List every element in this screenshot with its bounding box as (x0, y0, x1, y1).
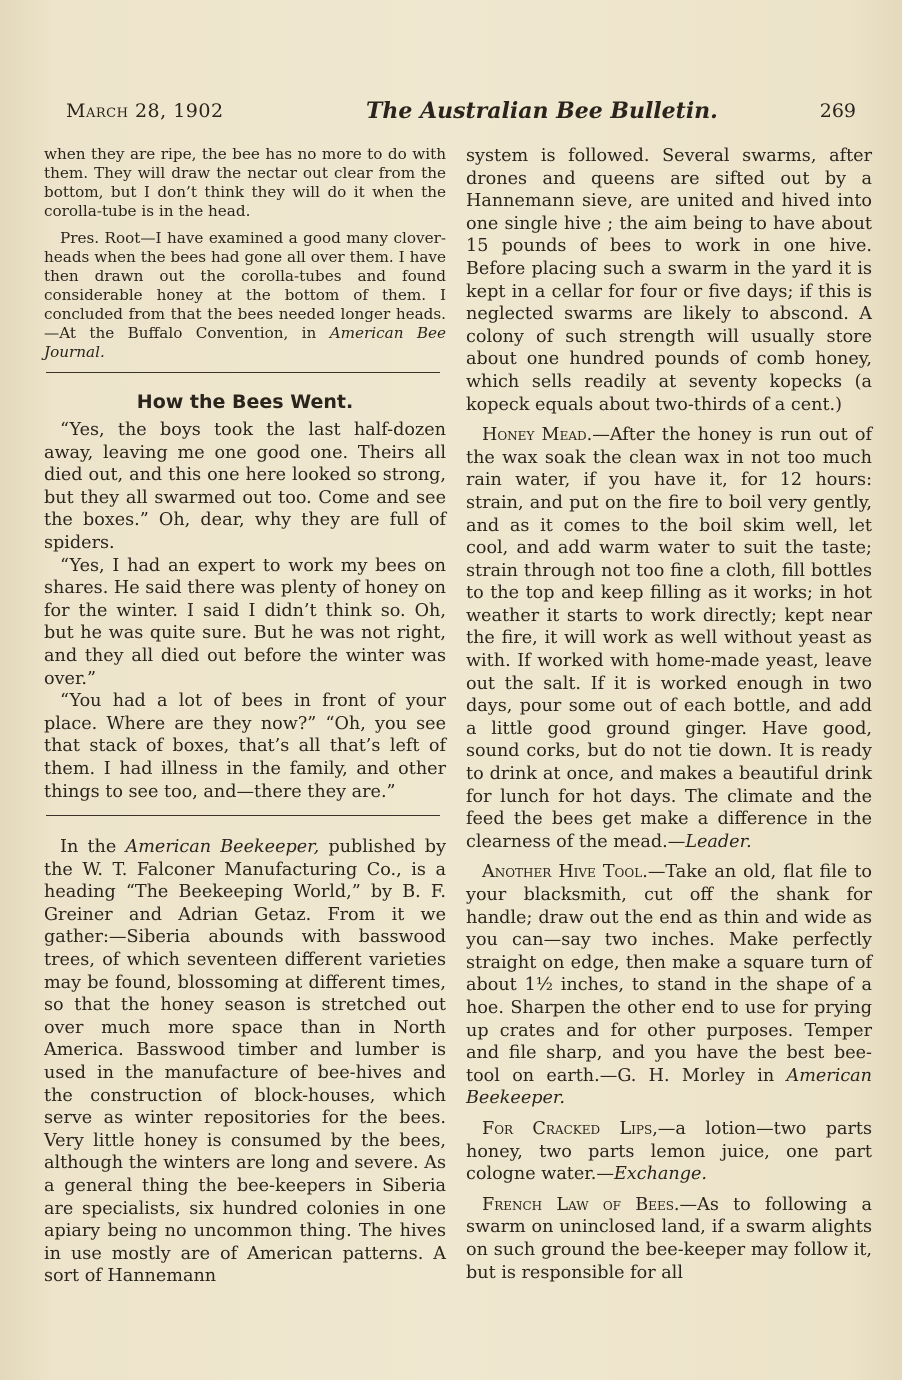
convention-excerpt (44, 145, 446, 362)
paragraph: In the American Beekeeper, published by the W. T. Falconer Manufacturing Co., is a heading “The Beekeeping World,” by B. F. Greiner and Adrian Getaz. From it we gather:—Siberia abounds with basswood trees, of which seventeen different varieties may be found, blossoming at different times, so that the honey season is stretched out over much more space than in North America. Basswood timber and lumber is used in the manufacture of bee-hives and the construction of block-houses, which serve as winter repositories for the bees. Very little honey is consumed by the bees, although the winters are long and severe. As a general thing the bee-keepers in Siberia are specialists, six hundred colonies in one apiary being no uncommon thing. The hives in use mostly are of American patterns. A sort of Hannemann (44, 837, 447, 1287)
source-citation: American Beekeeper. (466, 1065, 872, 1109)
section-lead: French Law of Bees. (482, 1194, 680, 1215)
right-body (466, 145, 872, 1284)
section-lead: Honey Mead. (482, 425, 593, 446)
paragraph: when they are ripe, the bee has no more to do with them. They will draw the nectar out clear from the bottom, but I don’t think they will do it when the corolla-tube is in the head. (44, 145, 446, 220)
paragraph: “You had a lot of bees in front of your place. Where are they now?” “Oh, you see that stack of boxes, that’s all that’s left of them. I had illness in the family, and other things to see too, and—there they are.” (44, 691, 446, 802)
paragraph-french-law: French Law of Bees.—As to following a swarm on uninclosed land, if a swarm alights on such ground the bee-keeper may follow it, but is responsible for all (466, 1194, 872, 1283)
issue-date: March 28, 1902 (66, 100, 224, 122)
left-column (44, 145, 446, 1288)
section-lead: For Cracked Lips, (482, 1118, 658, 1139)
paragraph: “Yes, the boys took the last half-dozen away, leaving me one good one. Theirs all died out, and this one here looked so strong, but they all swarmed out too. Come and see the boxes.” Oh, dear, why they are full of spiders. (44, 420, 446, 553)
page-number: 269 (819, 100, 856, 122)
source-citation: American Bee Journal. (44, 324, 446, 361)
source-citation: Leader. (685, 831, 752, 852)
right-column (466, 145, 872, 1284)
source-citation: Exchange. (613, 1164, 708, 1185)
divider (46, 372, 440, 373)
divider (46, 815, 440, 816)
paragraph: system is followed. Several swarms, after drones and queens are sifted out by a Hannemann sieve, are united and hived into one single hive ; the aim being to have about 15 pounds of bees to work in one hive. Before placing such a swarm in the yard it is kept in a cellar for four or five days; if this is neglected swarms are likely to abscond. A colony of such strength will usually store about one hundred pounds of comb honey, which sells readily at seventy kopecks (a kopeck equals about two-thirds of a cent.) (466, 146, 872, 415)
paragraph: “Yes, I had an expert to work my bees on shares. He said there was plenty of honey on for the winter. I said I didn’t think so. Oh, but he was quite sure. But he was not right, and they all died out before the winter was over.” (44, 555, 446, 689)
publication-name: American Beekeeper, (125, 837, 320, 858)
siberia-article (44, 836, 446, 1288)
article-heading: How the Bees Went. (136, 391, 354, 413)
page-header (66, 96, 856, 128)
section-lead: Another Hive Tool. (482, 862, 648, 883)
paragraph-hive-tool: Another Hive Tool.—Take an old, flat file to your blacksmith, cut off the shank for handle; draw out the end as thin and wide as you can—say two inches. Make perfectly straight on edge, then make a square turn of about 1½ inches, to stand in the shape of a hoe. Sharpen the other end to use for prying up crates and for other purposes. Temper and file sharp, and you have the best bee-tool on earth.—G. H. Morley in American Beekeeper. (466, 862, 872, 1109)
paragraph-cracked-lips: For Cracked Lips,—a lotion—two parts honey, two parts lemon juice, one part cologne water.—Exchange. (466, 1118, 872, 1185)
paragraph-honey-mead: Honey Mead.—After the honey is run out of the wax soak the clean wax in not too much rain water, if you have it, for 12 hours: strain, and put on the fire to boil very gently, and as it comes to the boil skim well, let cool, and add warm water to suit the taste; strain through not too fine a cloth, fill bottles to the top and keep filling as it works; in hot weather it starts to work directly; kept near the fire, it will work as well without yeast as with. If worked with home-made yeast, leave out the salt. If it is worked enough in two days, pour some out of each bottle, and add a little good ground ginger. Have good, sound corks, but do not tie down. It is ready to drink at once, and makes a beautiful drink for lunch for hot days. The climate and the feed the bees get make a difference in the clearness of the mead.—Leader. (466, 425, 873, 852)
paragraph: Pres. Root—I have examined a good many clover-heads when the bees had gone all over them. I have then drawn out the corolla-tubes and found considerable honey at the bottom of them. I concluded from that the bees needed longer heads.—At the Buffalo Convention, in American Bee Journal. (44, 229, 446, 361)
publication-title: The Australian Bee Bulletin. (366, 98, 718, 124)
article-body (44, 419, 446, 803)
